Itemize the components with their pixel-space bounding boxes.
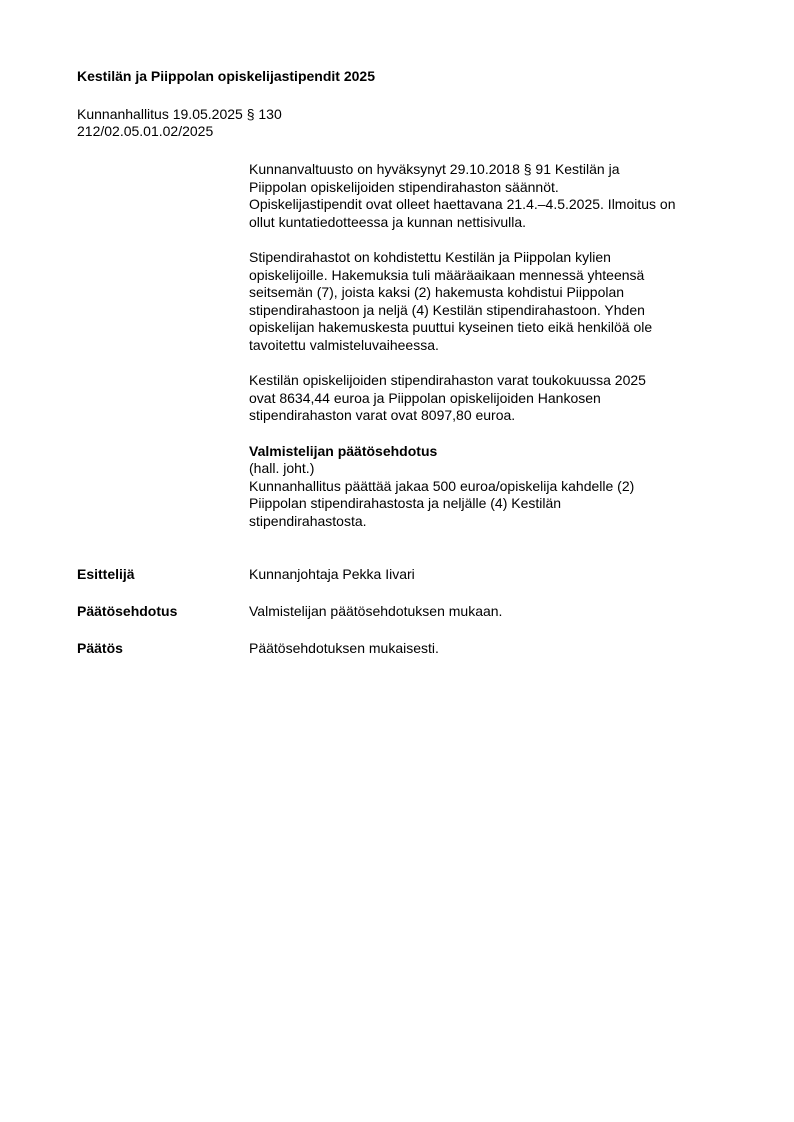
paragraph-line: Kunnanvaltuusto on hyväksynyt 29.10.2018 § 91 Kestilän ja: [249, 161, 620, 177]
meeting-meta: [77, 106, 282, 140]
proposal-heading: Valmistelijan päätösehdotus: [249, 442, 438, 459]
paragraph-line: stipendirahastoon ja neljä (4) Kestilän stipendirahastoon. Yhden: [249, 301, 645, 318]
paragraph-line: seitsemän (7), joista kaksi (2) hakemusta kohdistui Piippolan: [249, 284, 625, 301]
decision-proposal-value: Valmistelijan päätösehdotuksen mukaan.: [249, 603, 503, 619]
document-title: Kestilän ja Piippolan opiskelijastipendit 2025: [77, 68, 375, 84]
proposal-section: [249, 443, 749, 531]
presenter-value: Kunnanjohtaja Pekka Iivari: [249, 566, 415, 582]
paragraph-line: opiskelijoille. Hakemuksia tuli määräaikaan mennessä yhteensä: [249, 266, 645, 283]
paragraph-line: tavoitettu valmisteluvaiheessa.: [249, 336, 439, 353]
presenter-label: Esittelijä: [77, 566, 135, 582]
body-column: [249, 161, 749, 530]
paragraph-applications: [249, 249, 749, 355]
paragraph-line: Stipendirahastot on kohdistettu Kestilän ja Piippolan kylien: [249, 248, 611, 265]
paragraph-line: Piippolan opiskelijoiden stipendirahaston säännöt.: [249, 178, 559, 195]
decision-value: Päätösehdotuksen mukaisesti.: [249, 640, 439, 656]
reference-number: 212/02.05.01.02/2025: [77, 123, 214, 139]
proposal-line: Piippolan stipendirahastosta ja neljälle (4) Kestilän: [249, 495, 562, 512]
decision-proposal-label: Päätösehdotus: [77, 603, 178, 619]
decision-label: Päätös: [77, 640, 123, 656]
paragraph-line: stipendirahaston varat ovat 8097,80 euroa.: [249, 407, 516, 424]
paragraph-line: Kestilän opiskelijoiden stipendirahaston varat toukokuussa 2025: [249, 372, 646, 389]
proposal-by: (hall. joht.): [249, 460, 315, 477]
paragraph-line: ollut kuntatiedotteessa ja kunnan nettisivulla.: [249, 213, 527, 230]
paragraph-line: opiskelijan hakemuskesta puuttui kyseinen tieto eikä henkilöä ole: [249, 319, 653, 336]
proposal-line: Kunnanhallitus päättää jakaa 500 euroa/opiskelija kahdelle (2): [249, 477, 635, 494]
paragraph-approval: [249, 161, 749, 231]
proposal-line: stipendirahastosta.: [249, 512, 367, 529]
paragraph-funds: [249, 372, 749, 425]
meeting-line: Kunnanhallitus 19.05.2025 § 130: [77, 106, 282, 122]
paragraph-line: Opiskelijastipendit ovat olleet haettavana 21.4.–4.5.2025. Ilmoitus on: [249, 196, 676, 213]
paragraph-line: ovat 8634,44 euroa ja Piippolan opiskelijoiden Hankosen: [249, 389, 601, 406]
